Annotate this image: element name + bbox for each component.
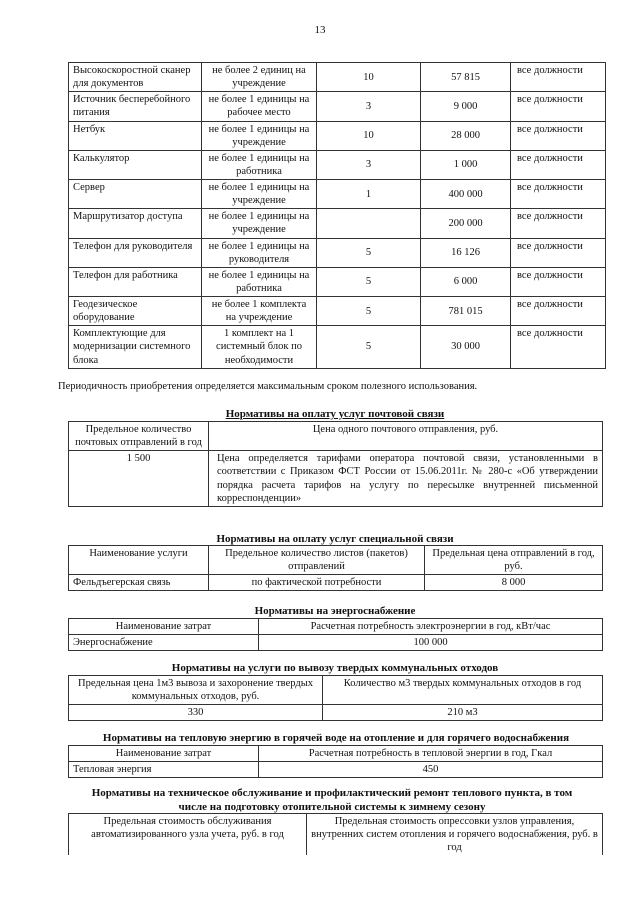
equipment-positions: все должности	[511, 180, 606, 209]
special-header-price: Предельная цена отправлений в год, руб.	[425, 546, 603, 575]
equipment-norm: не более 2 единиц на учреждение	[202, 63, 317, 92]
table-row	[69, 267, 606, 296]
equipment-price: 400 000	[421, 180, 511, 209]
equipment-positions: все должности	[511, 150, 606, 179]
equipment-norm: не более 1 единицы на учреждение	[202, 180, 317, 209]
special-header-service: Наименование услуги	[69, 546, 209, 575]
equipment-positions: все должности	[511, 326, 606, 368]
equipment-price: 6 000	[421, 267, 511, 296]
equipment-name: Калькулятор	[69, 150, 202, 179]
equipment-price: 30 000	[421, 326, 511, 368]
maintenance-header-pressure: Предельная стоимость опрессовки узлов управления, внутренних систем отопления и горячего водоснабжения, руб. в год	[307, 814, 603, 856]
equipment-name: Нетбук	[69, 121, 202, 150]
equipment-name: Телефон для руководителя	[69, 238, 202, 267]
equipment-norm: не более 1 единицы на работника	[202, 267, 317, 296]
equipment-norm: не более 1 единицы на работника	[202, 150, 317, 179]
maintenance-table	[68, 813, 603, 855]
waste-heading: Нормативы на услуги по вывозу твердых коммунальных отходов	[171, 662, 499, 674]
equipment-qty: 5	[317, 267, 421, 296]
equipment-qty: 3	[317, 92, 421, 121]
table-row	[69, 92, 606, 121]
heat-table	[68, 745, 603, 778]
postal-price-value: Цена определяется тарифами оператора почтовой связи, установленными в соответствии с Приказом ФСТ России от 15.06.2011г. № 280-с «Об утверждении порядка расчета тарифов на услугу по пересылке внутренней письменной корреспонденции»	[209, 451, 603, 507]
special-service-value: Фельдъегерская связь	[69, 575, 209, 591]
heat-header-name: Наименование затрат	[69, 746, 259, 762]
heat-heading: Нормативы на тепловую энергию в горячей воде на отопление и для горячего водоснабжения	[102, 732, 570, 744]
equipment-qty: 5	[317, 326, 421, 368]
special-sheets-value: по фактической потребности	[209, 575, 425, 591]
equipment-name: Геодезическое оборудование	[69, 297, 202, 326]
equipment-price: 200 000	[421, 209, 511, 238]
energy-table	[68, 618, 603, 651]
heat-header-need: Расчетная потребность в тепловой энергии в год, Гкал	[259, 746, 603, 762]
maintenance-heading	[42, 787, 622, 815]
equipment-name: Комплектующие для модернизации системного блока	[69, 326, 202, 368]
table-row	[69, 238, 606, 267]
equipment-qty: 10	[317, 121, 421, 150]
table-row	[69, 150, 606, 179]
equipment-positions: все должности	[511, 63, 606, 92]
equipment-qty: 10	[317, 63, 421, 92]
equipment-price: 16 126	[421, 238, 511, 267]
maintenance-header-meter: Предельная стоимость обслуживания автоматизированного узла учета, руб. в год	[69, 814, 307, 856]
equipment-name: Маршрутизатор доступа	[69, 209, 202, 238]
equipment-qty: 1	[317, 180, 421, 209]
postal-header-price: Цена одного почтового отправления, руб.	[209, 422, 603, 451]
equipment-price: 28 000	[421, 121, 511, 150]
equipment-qty	[317, 209, 421, 238]
equipment-table	[68, 62, 606, 369]
page-number: 13	[314, 24, 326, 36]
waste-volume-value: 210 м3	[323, 705, 603, 721]
equipment-price: 57 815	[421, 63, 511, 92]
energy-header-need: Расчетная потребность электроэнергии в год, кВт/час	[259, 619, 603, 635]
equipment-price: 1 000	[421, 150, 511, 179]
postal-heading: Нормативы на оплату услуг почтовой связи	[225, 408, 445, 420]
waste-header-volume: Количество м3 твердых коммунальных отходов в год	[323, 676, 603, 705]
equipment-name: Сервер	[69, 180, 202, 209]
special-header-sheets: Предельное количество листов (пакетов) отправлений	[209, 546, 425, 575]
table-row	[69, 121, 606, 150]
equipment-name: Высокоскоростной сканер для документов	[69, 63, 202, 92]
equipment-norm: 1 комплект на 1 системный блок по необходимости	[202, 326, 317, 368]
special-heading: Нормативы на оплату услуг специальной связи	[216, 533, 454, 545]
equipment-norm: не более 1 единицы на учреждение	[202, 209, 317, 238]
equipment-positions: все должности	[511, 267, 606, 296]
equipment-positions: все должности	[511, 92, 606, 121]
table-row	[69, 209, 606, 238]
equipment-price: 9 000	[421, 92, 511, 121]
maintenance-heading-line2: числе на подготовку отопительной системы к зимнему сезону	[178, 800, 486, 813]
postal-count-value: 1 500	[69, 451, 209, 507]
special-table	[68, 545, 603, 591]
table-row	[69, 180, 606, 209]
equipment-positions: все должности	[511, 121, 606, 150]
postal-header-count: Предельное количество почтовых отправлений в год	[69, 422, 209, 451]
equipment-qty: 5	[317, 297, 421, 326]
equipment-price: 781 015	[421, 297, 511, 326]
heat-need-value: 450	[259, 762, 603, 778]
table-row	[69, 297, 606, 326]
energy-heading: Нормативы на энергоснабжение	[254, 605, 416, 617]
equipment-name: Телефон для работника	[69, 267, 202, 296]
equipment-norm: не более 1 единицы на учреждение	[202, 121, 317, 150]
special-price-value: 8 000	[425, 575, 603, 591]
energy-need-value: 100 000	[259, 635, 603, 651]
equipment-positions: все должности	[511, 238, 606, 267]
heat-name-value: Тепловая энергия	[69, 762, 259, 778]
equipment-norm: не более 1 единицы на рабочее место	[202, 92, 317, 121]
equipment-positions: все должности	[511, 297, 606, 326]
table-row	[69, 63, 606, 92]
table-row	[69, 326, 606, 368]
energy-name-value: Энергоснабжение	[69, 635, 259, 651]
equipment-note: Периодичность приобретения определяется максимальным сроком полезного использования.	[58, 381, 478, 392]
waste-header-price: Предельная цена 1м3 вывоза и захоронение твердых коммунальных отходов, руб.	[69, 676, 323, 705]
equipment-name: Источник бесперебойного питания	[69, 92, 202, 121]
equipment-qty: 3	[317, 150, 421, 179]
equipment-qty: 5	[317, 238, 421, 267]
energy-header-name: Наименование затрат	[69, 619, 259, 635]
equipment-positions: все должности	[511, 209, 606, 238]
waste-price-value: 330	[69, 705, 323, 721]
postal-table	[68, 421, 603, 507]
equipment-norm: не более 1 единицы на руководителя	[202, 238, 317, 267]
equipment-norm: не более 1 комплекта на учреждение	[202, 297, 317, 326]
waste-table	[68, 675, 603, 721]
maintenance-heading-line1: Нормативы на техническое обслуживание и профилактический ремонт теплового пункта, в том	[91, 787, 573, 799]
